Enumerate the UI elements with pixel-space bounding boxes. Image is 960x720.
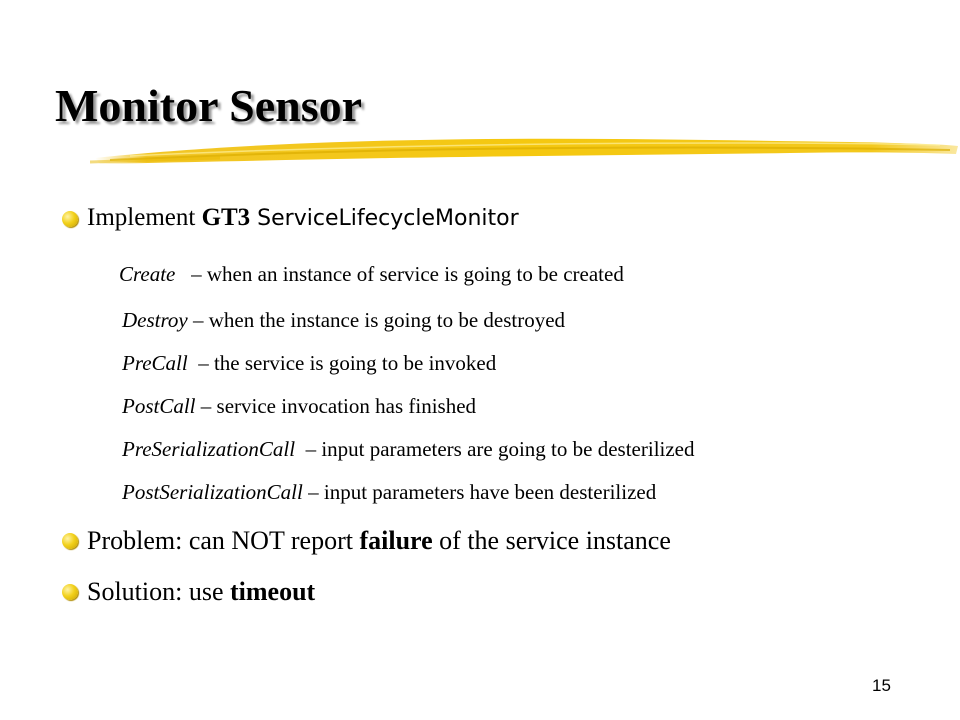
- bullet-icon: [62, 211, 78, 227]
- sub-item-term: PostSerializationCall: [122, 480, 303, 504]
- sub-item-term: PreSerializationCall: [122, 437, 296, 461]
- title-underline-brushstroke: [90, 128, 960, 178]
- sub-item-desc: – when an instance of service is going to be created: [175, 262, 624, 286]
- sub-item-destroy: [122, 307, 565, 333]
- sub-item-preserializationcall: [122, 436, 695, 462]
- bullet-item-implement: [62, 202, 519, 235]
- bullet-prefix: Problem: can NOT report: [87, 526, 360, 555]
- bullet-text: [87, 202, 519, 235]
- bullet-icon: [62, 584, 78, 600]
- bullet-bold: GT3: [201, 204, 251, 231]
- page-number: 15: [872, 676, 891, 695]
- bullet-text: [87, 525, 671, 557]
- bullet-icon: [62, 533, 78, 549]
- bullet-text: [87, 576, 315, 608]
- bullet-bold: failure: [359, 526, 433, 555]
- bullet-prefix: Implement: [87, 204, 202, 231]
- sub-item-postcall: [122, 393, 476, 419]
- sub-item-create: [119, 261, 624, 287]
- sub-item-desc: – the service is going to be invoked: [187, 351, 497, 375]
- bullet-bold: timeout: [230, 577, 316, 606]
- sub-item-desc: – input parameters have been desterilized: [302, 480, 657, 504]
- sub-item-desc: – input parameters are going to be desterilized: [295, 437, 695, 461]
- sub-item-precall: [122, 350, 496, 376]
- slide-title: Monitor Sensor: [55, 80, 363, 131]
- sub-item-term: PostCall: [122, 394, 196, 418]
- bullet-item-solution: [62, 576, 315, 608]
- sub-item-desc: – when the instance is going to be destroyed: [187, 308, 566, 332]
- sub-item-postserializationcall: [122, 479, 656, 505]
- bullet-prefix: Solution: use: [87, 577, 231, 606]
- sub-item-term: Create: [119, 262, 176, 286]
- sub-item-desc: – service invocation has finished: [195, 394, 477, 418]
- sub-item-term: Destroy: [122, 308, 188, 332]
- bullet-suffix: ServiceLifecycleMonitor: [250, 206, 519, 231]
- bullet-item-problem: [62, 525, 671, 557]
- sub-item-term: PreCall: [122, 351, 188, 375]
- bullet-suffix: of the service instance: [432, 526, 671, 555]
